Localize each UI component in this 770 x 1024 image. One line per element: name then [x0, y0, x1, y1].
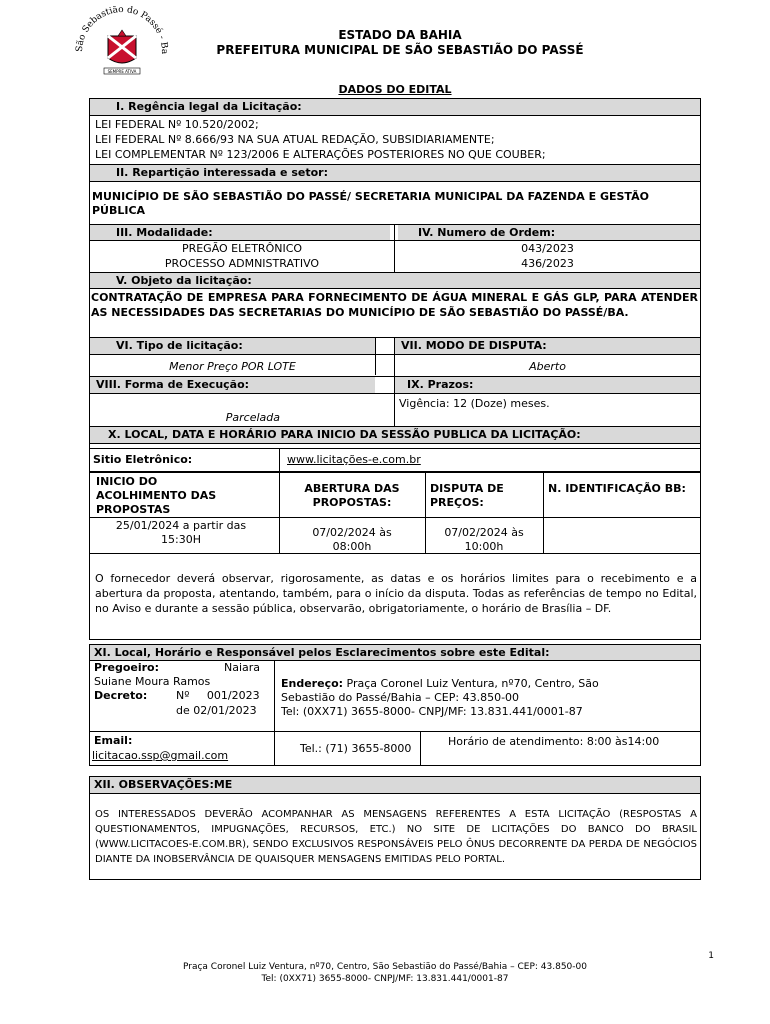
endereco-label: Endereço:	[281, 677, 344, 690]
section-iii-heading: III. Modalidade:	[90, 225, 390, 240]
col1-value: 25/01/2024 a partir das 15:30H	[115, 519, 247, 546]
footer-line-1: Praça Coronel Luiz Ventura, nº70, Centro, São Sebastião do Passé/Bahia – CEP: 43.850-00	[183, 962, 587, 972]
section-xi-heading: XI. Local, Horário e Responsável pelos Esclarecimentos sobre este Edital:	[90, 645, 700, 660]
schedule-note: O fornecedor deverá observar, rigorosamente, as datas e os horários limites para o recebimento e a abertura da proposta, atentando, também, para o início da disputa. Todas as referências de tempo no Edital, no Aviso e durante a sessão pública, observarão, obrigatoriamente, o horário de Brasília – DF.	[95, 572, 697, 615]
section-viii-value: Parcelada	[225, 411, 280, 424]
page-number: 1	[708, 951, 714, 961]
col3-value: 07/02/2024 às 10:00h	[444, 526, 524, 553]
col2-value: 07/02/2024 às 08:00h	[312, 526, 392, 553]
decreto-value-1: Nº 001/2023	[176, 689, 260, 702]
site-label: Sitio Eletrônico:	[93, 453, 193, 466]
section-x-heading: X. LOCAL, DATA E HORÁRIO PARA INICIO DA SESSÃO PUBLICA DA LICITAÇÃO:	[90, 427, 700, 443]
section-vii-heading: VII. MODO DE DISPUTA:	[395, 338, 700, 354]
section-iv-heading: IV. Numero de Ordem:	[398, 225, 700, 240]
section-ii-heading: II. Repartição interessada e setor:	[90, 165, 700, 181]
header-prefeitura: PREFEITURA MUNICIPAL DE SÃO SEBASTIÃO DO PASSÉ	[216, 43, 584, 57]
section-iii-value-2: PROCESSO ADMNISTRATIVO	[164, 257, 320, 270]
site-link[interactable]: www.licitações-e.com.br	[287, 453, 421, 466]
section-ix-heading: IX. Prazos:	[395, 377, 700, 393]
decreto-value-2: de 02/01/2023	[176, 704, 257, 717]
section-i-line-3: LEI COMPLEMENTAR Nº 123/2006 E ALTERAÇÕES POSTERIORES NO QUE COUBER;	[95, 148, 546, 161]
col1-header: INICIO DO ACOLHIMENTO DAS PROPOSTAS	[96, 475, 217, 516]
section-iii-value-1: PREGÃO ELETRÔNICO	[181, 242, 303, 255]
section-v-heading: V. Objeto da licitação:	[90, 273, 700, 288]
decreto-label: Decreto:	[94, 689, 148, 702]
pregoeiro-name-2: Suiane Moura Ramos	[94, 675, 211, 688]
endereco-line-1	[281, 677, 699, 691]
tel-value: Tel.: (71) 3655-8000	[300, 742, 412, 755]
endereco-line-2: Sebastião do Passé/Bahia – CEP: 43.850-00	[281, 691, 520, 704]
section-iv-value-2: 436/2023	[521, 257, 574, 270]
svg-text:São Sebastião do Passé - Bahia: São Sebastião do Passé - Ba	[74, 6, 170, 55]
pregoeiro-label: Pregoeiro:	[94, 661, 159, 674]
section-iv-value-1: 043/2023	[521, 242, 574, 255]
email-label: Email:	[94, 734, 133, 747]
section-ix-value: Vigência: 12 (Doze) meses.	[399, 397, 550, 410]
section-v-body: CONTRATAÇÃO DE EMPRESA PARA FORNECIMENTO DE ÁGUA MINERAL E GÁS GLP, PARA ATENDER AS NECESSIDADES DAS SECRETARIAS DO MUNICÍPIO DE SÃO SEBASTIÃO DO PASSÉ/BA.	[91, 291, 698, 319]
header-state: ESTADO DA BAHIA	[338, 28, 462, 42]
footer-line-2: Tel: (0XX71) 3655-8000- CNPJ/MF: 13.831.441/0001-87	[261, 974, 509, 984]
col2-header: ABERTURA DAS PROPOSTAS:	[304, 482, 400, 509]
section-vii-value: Aberto	[529, 360, 566, 373]
section-ii-body: MUNICÍPIO DE SÃO SEBASTIÃO DO PASSÉ/ SECRETARIA MUNICIPAL DA FAZENDA E GESTÃO PÚBLICA	[92, 190, 649, 217]
section-i-line-2: LEI FEDERAL Nº 8.666/93 NA SUA ATUAL REDAÇÃO, SUBSIDIARIAMENTE;	[95, 133, 495, 146]
endereco-text-1: Praça Coronel Luiz Ventura, nº70, Centro, São	[343, 677, 599, 690]
section-vi-value: Menor Preço POR LOTE	[169, 360, 296, 373]
col4-header: N. IDENTIFICAÇÃO BB:	[548, 482, 686, 495]
site-row	[89, 448, 701, 472]
section-vi-heading: VI. Tipo de licitação:	[90, 338, 375, 354]
section-viii-heading: VIII. Forma de Execução:	[90, 377, 375, 393]
pregoeiro-name-1: Naiara	[223, 661, 260, 674]
section-i-line-1: LEI FEDERAL Nº 10.520/2002;	[95, 118, 259, 131]
email-link[interactable]: licitacao.ssp@gmail.com	[92, 749, 229, 762]
section-xii-body: OS INTERESSADOS DEVERÃO ACOMPANHAR AS MENSAGENS REFERENTES A ESTA LICITAÇÃO (RESPOSTAS A QUESTIONAMENTOS, IMPUGNAÇÕES, RECURSOS, ETC.) NO SITE DE LICITAÇÕES DO BANCO DO BRASIL (WWW.LICITACOES-E.COM.BR), SENDO EXCLUSIVOS RESPONSÁVEIS PELO ÔNUS DECORRENTE DA PERDA DE NEGÓCIOS DIANTE DA INOBSERVÂNCIA DE QUAISQUER MENSAGENS EMITIDAS PELO PORTAL.	[95, 809, 697, 865]
edital-title: DADOS DO EDITAL	[338, 83, 452, 96]
section-i-heading: I. Regência legal da Licitação:	[90, 99, 700, 115]
horario-value: Horário de atendimento: 8:00 às14:00	[448, 735, 660, 748]
section-xii-heading: XII. OBSERVAÇÕES:ME	[90, 777, 700, 793]
seal-motto: SEMPRE ATIVA	[107, 69, 137, 74]
endereco-line-3: Tel: (0XX71) 3655-8000- CNPJ/MF: 13.831.441/0001-87	[281, 705, 583, 718]
col3-header: DISPUTA DE PREÇOS:	[430, 482, 504, 509]
